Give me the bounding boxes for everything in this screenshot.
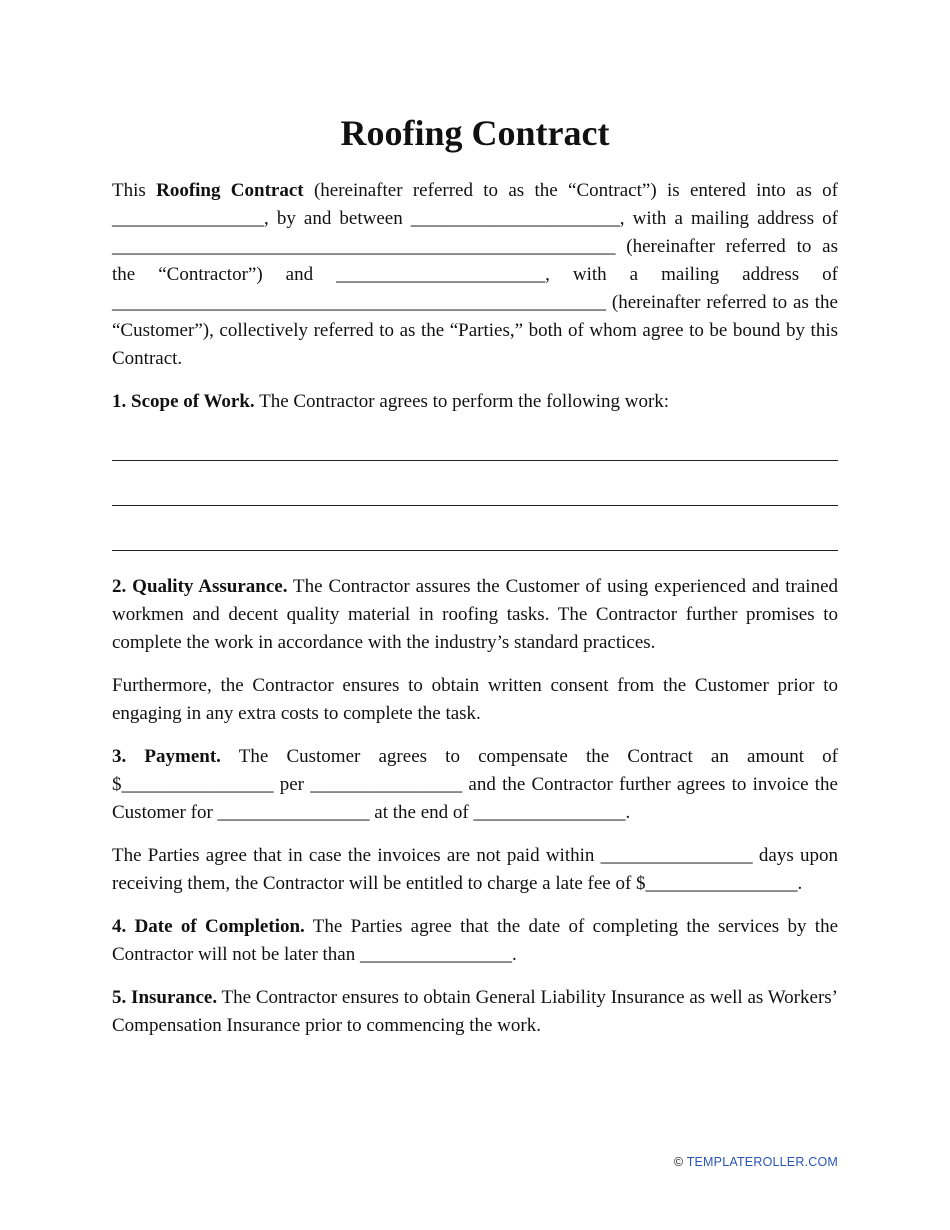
- page-title: Roofing Contract: [340, 113, 610, 153]
- section-insurance: [112, 984, 838, 1040]
- section-quality-extra: Furthermore, the Contractor ensures to obtain written consent from the Customer prior to engaging in any extra costs to complete the task.: [112, 675, 838, 724]
- section-heading: 2. Quality Assurance.: [112, 576, 288, 597]
- section-text: The Contractor ensures to obtain General Liability Insurance as well as Workers’ Compensation Insurance prior to commencing the work.: [112, 987, 838, 1036]
- intro-paragraph: [112, 177, 838, 373]
- blank-line: [112, 477, 838, 506]
- intro-lead: This: [112, 180, 157, 201]
- footer-credit[interactable]: [674, 1155, 838, 1169]
- section-heading: 1. Scope of Work.: [112, 391, 255, 412]
- section-completion: [112, 913, 838, 969]
- section-heading: 5. Insurance.: [112, 987, 218, 1008]
- copyright-icon: ©: [673, 1155, 684, 1169]
- section-text: The Customer agrees to compensate the Contract an amount of $________________ per ________________ and the Contractor further agrees to invoice the Customer for ________________ at the end of ________________.: [112, 746, 839, 823]
- blank-line: [112, 522, 838, 551]
- section-quality: [112, 573, 838, 657]
- intro-text: (hereinafter referred to as the “Contract”) is entered into as of ________________, by and between ______________________, with a mailing address of _____________________________________________________ (hereinafter referred to as the “Contractor”) and ______________________, with a mailing address of ____________________________________________________ (hereinafter referred to as the “Customer”), collectively referred to as the “Parties,” both of whom agree to be bound by this Contract.: [112, 180, 839, 369]
- section-scope: [112, 388, 838, 416]
- section-text: The Parties agree that the date of completing the services by the Contractor will not be later than ________________.: [112, 916, 839, 965]
- document-body: [112, 177, 838, 1040]
- blank-line: [112, 432, 838, 461]
- intro-bold: Roofing Contract: [156, 180, 304, 201]
- section-text: The Contractor assures the Customer of using experienced and trained workmen and decent quality material in roofing tasks. The Contractor further promises to complete the work in accordance with the industry’s standard practices.: [112, 576, 839, 653]
- section-payment-extra: The Parties agree that in case the invoices are not paid within ________________ days upon receiving them, the Contractor will be entitled to charge a late fee of $________________.: [112, 845, 838, 894]
- section-heading: 4. Date of Completion.: [112, 916, 305, 937]
- footer-link[interactable]: TEMPLATEROLLER.COM: [686, 1155, 838, 1169]
- section-heading: 3. Payment.: [112, 746, 221, 767]
- scope-fill-lines: [112, 432, 838, 551]
- section-text: The Contractor agrees to perform the following work:: [254, 391, 670, 412]
- section-payment: [112, 743, 838, 827]
